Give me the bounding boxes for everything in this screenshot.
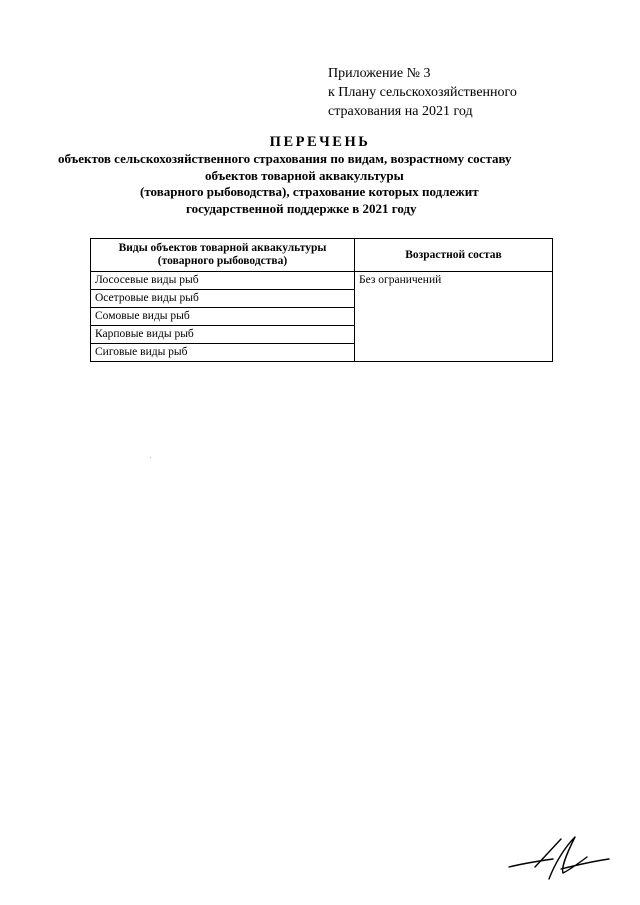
age-column-header: Возрастной состав	[355, 239, 553, 272]
scan-speck	[150, 457, 151, 458]
subtitle-line-4: государственной поддержке в 2021 году	[186, 200, 417, 216]
appendix-reference: к Плану сельскохозяйственного	[328, 85, 517, 100]
appendix-block	[328, 64, 517, 121]
document-title: ПЕРЕЧЕНЬ	[269, 134, 371, 150]
subtitle-line-2: объектов товарной аквакультуры	[205, 167, 404, 183]
age-cell: Без ограничений	[355, 272, 553, 362]
species-cell: Сомовые виды рыб	[91, 308, 355, 326]
signature-mark	[505, 833, 615, 883]
species-column-header	[91, 239, 355, 272]
aquaculture-table	[90, 238, 553, 362]
species-cell: Карповые виды рыб	[91, 326, 355, 344]
species-cell: Лососевые виды рыб	[91, 272, 355, 290]
table-row	[91, 272, 553, 290]
subtitle-line-3: (товарного рыбоводства), страхование которых подлежит	[140, 184, 479, 199]
appendix-year: страхования на 2021 год	[328, 104, 473, 119]
appendix-number: Приложение № 3	[328, 66, 431, 81]
species-cell: Сиговые виды рыб	[91, 344, 355, 362]
species-cell: Осетровые виды рыб	[91, 290, 355, 308]
document-subtitle	[40, 151, 600, 217]
species-header-line-2: (товарного рыбоводства)	[157, 255, 288, 267]
subtitle-line-1: объектов сельскохозяйственного страхования по видам, возрастному составу	[58, 151, 512, 166]
species-header-line-1: Виды объектов товарной аквакультуры	[118, 242, 327, 254]
table-header-row	[91, 239, 553, 272]
